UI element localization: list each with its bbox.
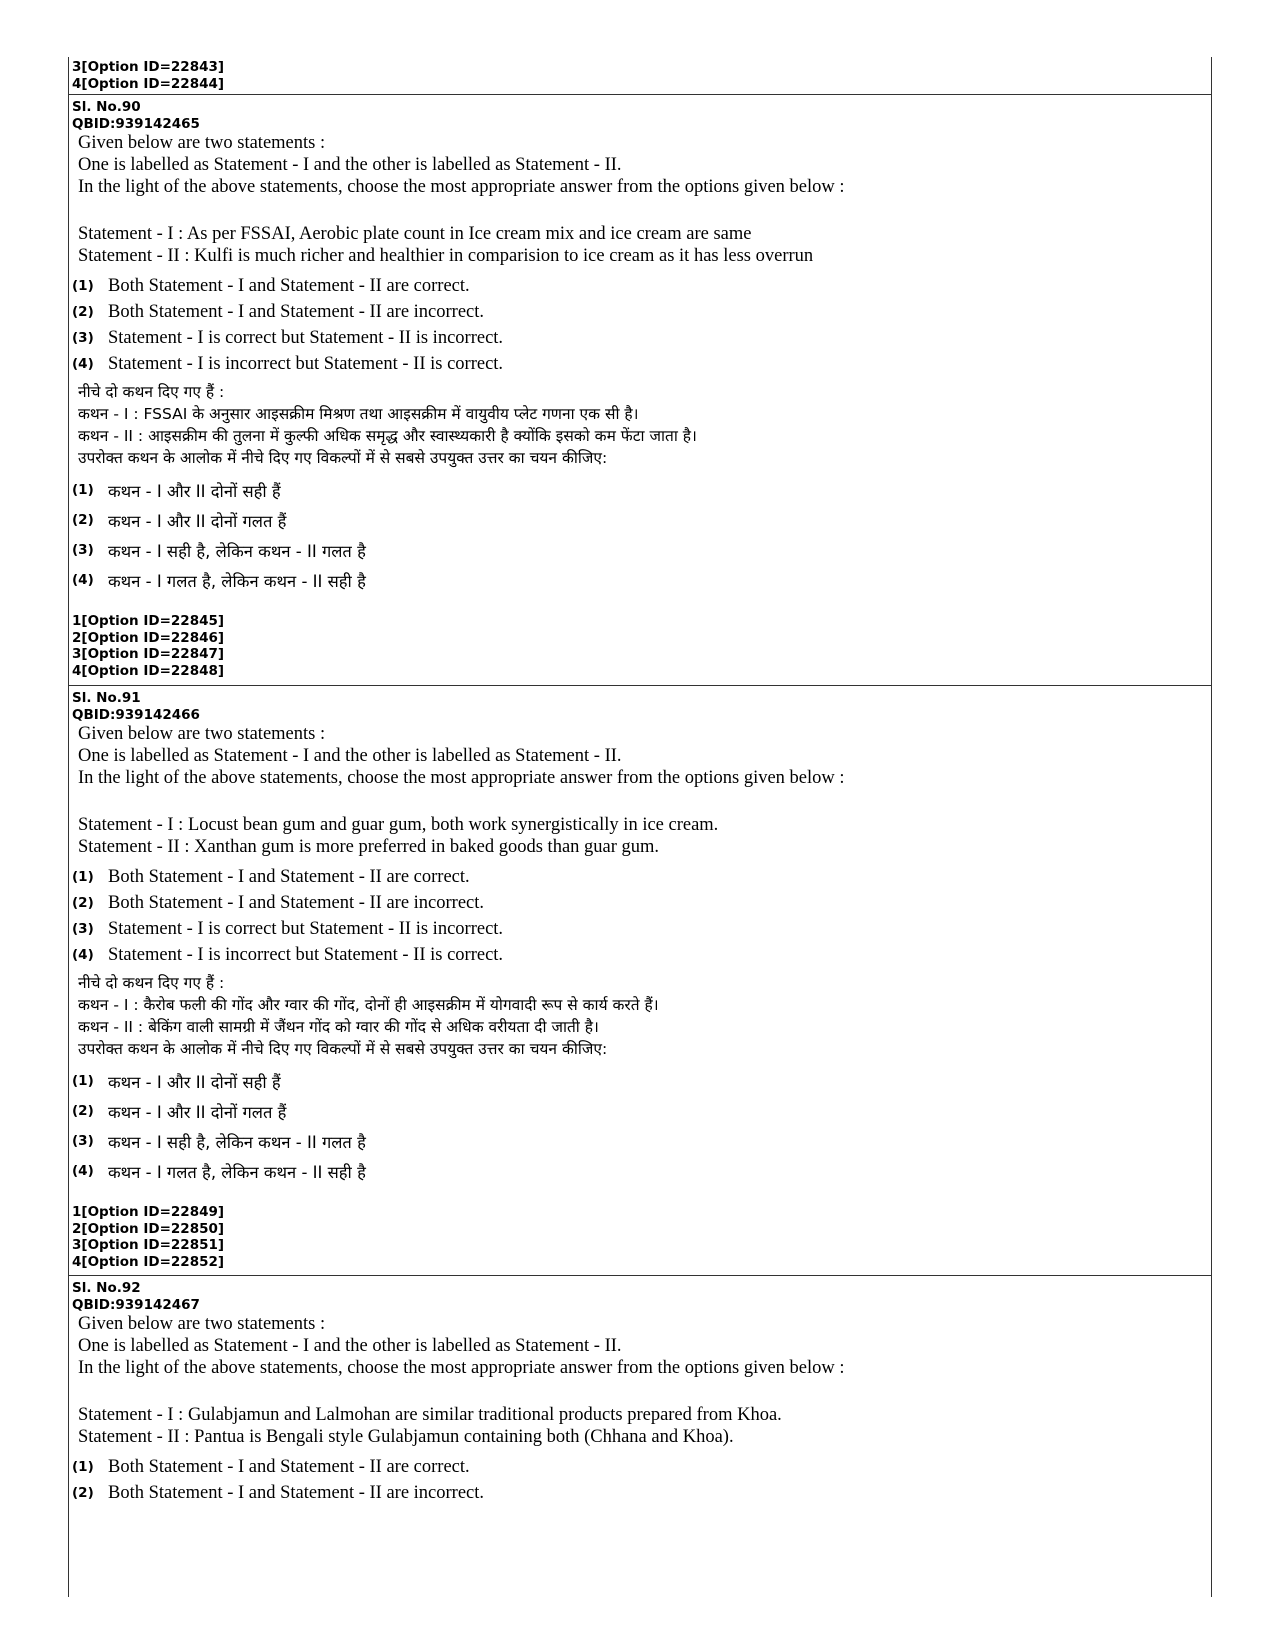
qbid: QBID:939142466 [72, 706, 200, 723]
question-divider [68, 1275, 1212, 1276]
option-id: 2[Option ID=22846] [72, 629, 225, 646]
hindi-statement-1: कथन - I : FSSAI के अनुसार आइसक्रीम मिश्रण तथा आइसक्रीम में वायुवीय प्लेट गणना एक सी है। [78, 405, 639, 423]
question-divider [68, 94, 1212, 95]
hindi-instruction: उपरोक्त कथन के आलोक में नीचे दिए गए विकल्पों में से सबसे उपयुक्त उत्तर का चयन कीजिए: [78, 1040, 608, 1058]
question-92 [72, 1280, 1202, 1506]
option-id: 4[Option ID=22852] [72, 1253, 225, 1270]
serial-number: Sl. No.90 [72, 99, 141, 115]
qbid: QBID:939142465 [72, 115, 200, 132]
intro-line: One is labelled as Statement - I and the other is labelled as Statement - II. [78, 1336, 622, 1356]
qbid: QBID:939142467 [72, 1296, 200, 1313]
option-2: (2) Both Statement - I and Statement - II are incorrect. [72, 892, 485, 913]
intro-line: Given below are two statements : [78, 724, 326, 744]
option-id: 3[Option ID=22851] [72, 1237, 225, 1253]
statement-2: Statement - II : Xanthan gum is more preferred in baked goods than guar gum. [78, 837, 660, 857]
hindi-instruction: उपरोक्त कथन के आलोक में नीचे दिए गए विकल्पों में से सबसे उपयुक्त उत्तर का चयन कीजिए: [78, 449, 608, 467]
option-id: 3[Option ID=22847] [72, 646, 225, 662]
question-91 [72, 690, 1202, 1270]
option-id: 4[Option ID=22844] [72, 75, 225, 92]
hindi-option-4: (4) कथन - I गलत है, लेकिन कथन - II सही है [72, 571, 366, 591]
intro-line: In the light of the above statements, choose the most appropriate answer from the options given below : [78, 177, 845, 197]
question-divider [68, 685, 1212, 686]
option-ids [72, 1204, 1202, 1270]
intro-line: One is labelled as Statement - I and the other is labelled as Statement - II. [78, 746, 622, 766]
option-1: (1) Both Statement - I and Statement - II are correct. [72, 275, 470, 296]
option-id: 1[Option ID=22849] [72, 1204, 225, 1220]
intro-line: Given below are two statements : [78, 1314, 326, 1334]
option-id: 3[Option ID=22843] [72, 59, 225, 75]
statement-2: Statement - II : Pantua is Bengali style Gulabjamun containing both (Chhana and Khoa). [78, 1427, 734, 1447]
statement-1: Statement - I : Locust bean gum and guar gum, both work synergistically in ice cream. [78, 815, 719, 835]
hindi-option-3: (3) कथन - I सही है, लेकिन कथन - II गलत है [72, 541, 366, 561]
document-page [68, 57, 1212, 1597]
left-border [68, 57, 69, 1597]
hindi-intro: नीचे दो कथन दिए गए हैं : [78, 974, 225, 992]
option-1: (1) Both Statement - I and Statement - II are correct. [72, 1456, 470, 1477]
hindi-intro: नीचे दो कथन दिए गए हैं : [78, 383, 225, 401]
option-3: (3) Statement - I is correct but Statement - II is incorrect. [72, 327, 504, 348]
option-2: (2) Both Statement - I and Statement - II are incorrect. [72, 301, 485, 322]
option-ids [72, 613, 1202, 679]
right-border [1211, 57, 1212, 1597]
serial-number: Sl. No.91 [72, 690, 141, 706]
option-id: 2[Option ID=22850] [72, 1220, 225, 1237]
option-id: 1[Option ID=22845] [72, 613, 225, 629]
hindi-option-3: (3) कथन - I सही है, लेकिन कथन - II गलत है [72, 1132, 366, 1152]
option-id: 4[Option ID=22848] [72, 662, 225, 679]
statement-1: Statement - I : As per FSSAI, Aerobic plate count in Ice cream mix and ice cream are same [78, 224, 752, 244]
intro-line: In the light of the above statements, choose the most appropriate answer from the options given below : [78, 1358, 845, 1378]
hindi-option-2: (2) कथन - I और II दोनों गलत हैं [72, 511, 287, 531]
hindi-statement-2: कथन - II : आइसक्रीम की तुलना में कुल्फी अधिक समृद्ध और स्वास्थ्यकारी है क्योंकि इसको कम फेंटा जाता है। [78, 427, 697, 445]
hindi-option-1: (1) कथन - I और II दोनों सही हैं [72, 1072, 281, 1092]
option-1: (1) Both Statement - I and Statement - II are correct. [72, 866, 470, 887]
intro-line: Given below are two statements : [78, 133, 326, 153]
option-4: (4) Statement - I is incorrect but Statement - II is correct. [72, 353, 504, 374]
hindi-option-4: (4) कथन - I गलत है, लेकिन कथन - II सही है [72, 1162, 366, 1182]
statement-1: Statement - I : Gulabjamun and Lalmohan are similar traditional products prepared from Khoa. [78, 1405, 782, 1425]
question-90 [72, 99, 1202, 679]
serial-number: Sl. No.92 [72, 1280, 141, 1296]
option-4: (4) Statement - I is incorrect but Statement - II is correct. [72, 944, 504, 965]
option-3: (3) Statement - I is correct but Statement - II is incorrect. [72, 918, 504, 939]
intro-line: In the light of the above statements, choose the most appropriate answer from the options given below : [78, 768, 845, 788]
option-2: (2) Both Statement - I and Statement - II are incorrect. [72, 1482, 485, 1503]
hindi-statement-1: कथन - I : कैरोब फली की गोंद और ग्वार की गोंद, दोनों ही आइसक्रीम में योगवादी रूप से कार्य करते हैं। [78, 996, 659, 1014]
top-option-ids [72, 59, 224, 92]
intro-line: One is labelled as Statement - I and the other is labelled as Statement - II. [78, 155, 622, 175]
statement-2: Statement - II : Kulfi is much richer and healthier in comparision to ice cream as it has less overrun [78, 246, 814, 266]
hindi-option-1: (1) कथन - I और II दोनों सही हैं [72, 481, 281, 501]
hindi-statement-2: कथन - II : बेकिंग वाली सामग्री में जैंथन गोंद को ग्वार की गोंद से अधिक वरीयता दी जाती है। [78, 1018, 599, 1036]
hindi-option-2: (2) कथन - I और II दोनों गलत हैं [72, 1102, 287, 1122]
